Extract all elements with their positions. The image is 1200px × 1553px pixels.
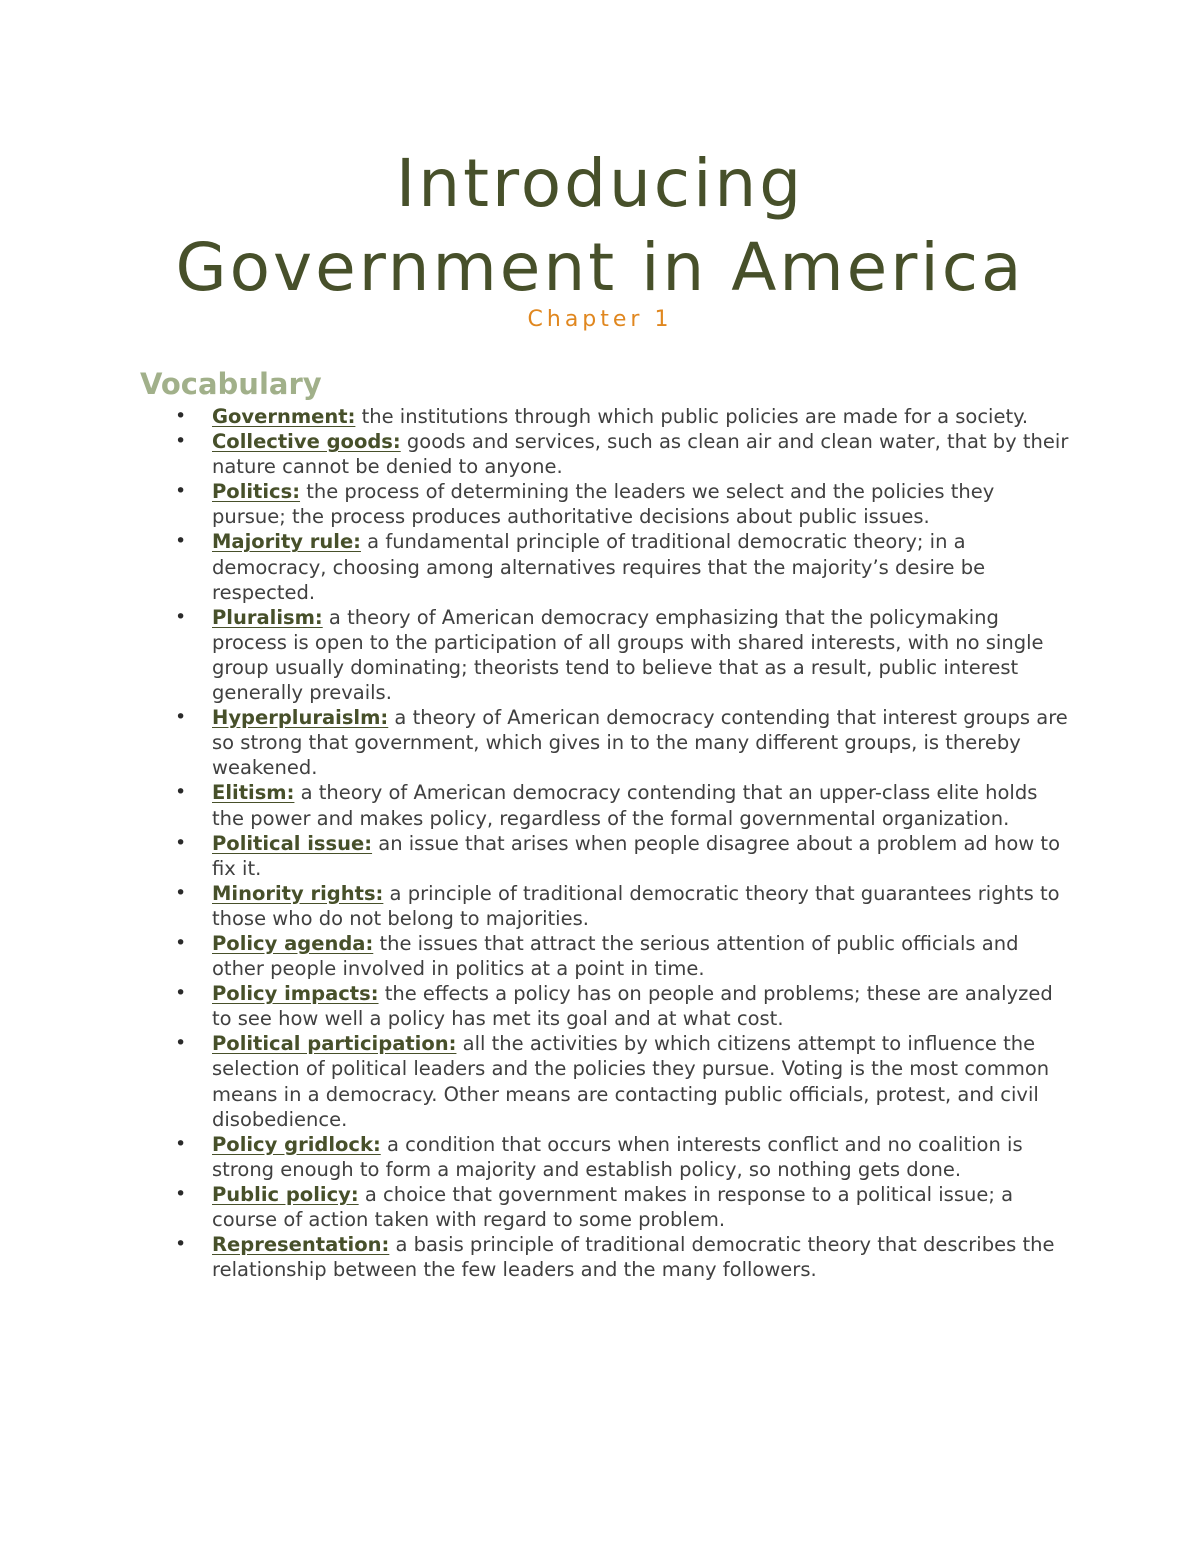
vocabulary-item (175, 404, 1072, 429)
document-title-line-2: Government in America (175, 229, 1025, 306)
vocabulary-definition: goods and services, such as clean air and clean water, that by their nature cannot be denied to anyone. (212, 430, 1069, 479)
vocabulary-definition: the effects a policy has on people and problems; these are analyzed to see how well a policy has met its goal and at what cost. (212, 982, 1053, 1031)
vocabulary-term: Political issue: (212, 831, 373, 855)
vocabulary-term: Policy impacts: (212, 982, 379, 1006)
bullet-icon: • (175, 1182, 187, 1205)
vocabulary-term: Politics: (212, 480, 301, 504)
vocabulary-item (175, 429, 1072, 479)
vocabulary-definition: the institutions through which public policies are made for a society. (355, 405, 1029, 428)
vocabulary-item (175, 881, 1072, 931)
vocabulary-term: Minority rights: (212, 881, 384, 905)
bullet-icon: • (175, 831, 187, 854)
bullet-icon: • (175, 781, 187, 804)
vocabulary-definition: all the activities by which citizens attempt to influence the selection of political leaders and the policies they pursue. Voting is the most common means in a democracy. Other means are contacting public officials, protest, and civil disobedience. (212, 1032, 1050, 1131)
vocabulary-definition: a principle of traditional democratic theory that guarantees rights to those who do not belong to majorities. (212, 881, 1060, 930)
vocabulary-item (175, 705, 1072, 780)
vocabulary-term: Government: (212, 405, 356, 428)
vocabulary-term: Representation: (212, 1233, 390, 1257)
bullet-icon: • (175, 881, 187, 904)
vocabulary-term: Elitism: (212, 781, 295, 805)
vocabulary-term: Political participation: (212, 1032, 457, 1056)
bullet-icon: • (175, 982, 187, 1005)
vocabulary-definition: a fundamental principle of traditional democratic theory; in a democracy, choosing among alternatives requires that the majority’s desire be respected. (212, 530, 986, 604)
bullet-icon: • (175, 480, 187, 503)
document-title-line-1: Introducing (395, 145, 805, 222)
bullet-icon: • (175, 931, 187, 954)
vocabulary-definition: a choice that government makes in response to a political issue; a course of action taken with regard to some problem. (212, 1182, 1014, 1231)
vocabulary-term: Pluralism: (212, 605, 323, 629)
vocabulary-item (175, 605, 1072, 705)
vocabulary-definition: a theory of American democracy emphasizing that the policymaking process is open to the participation of all groups with shared interests, with no single group usually dominating; theorists tend to believe that as a result, public interest generally prevails. (212, 605, 1044, 705)
vocabulary-term: Policy gridlock: (212, 1132, 381, 1156)
vocabulary-definition: a condition that occurs when interests conflict and no coalition is strong enough to form a majority and establish policy, so nothing gets done. (212, 1132, 1023, 1181)
vocabulary-definition: a basis principle of traditional democratic theory that describes the relationship between the few leaders and the many followers. (212, 1233, 1055, 1282)
vocabulary-item (175, 780, 1072, 830)
bullet-icon: • (175, 1132, 187, 1155)
vocabulary-item (175, 479, 1072, 529)
vocabulary-definition: the process of determining the leaders we select and the policies they pursue; the process produces authoritative decisions about public issues. (212, 480, 995, 529)
vocabulary-definition: a theory of American democracy contending that interest groups are so strong that government, which gives in to the many different groups, is thereby weakened. (212, 706, 1068, 780)
vocabulary-item (175, 1182, 1072, 1232)
vocabulary-definition: an issue that arises when people disagree about a problem ad how to fix it. (212, 831, 1061, 880)
bullet-icon: • (175, 1032, 187, 1055)
vocabulary-definition: the issues that attract the serious attention of public officials and other people involved in politics at a point in time. (212, 931, 1019, 981)
vocabulary-term: Public policy: (212, 1182, 359, 1206)
vocabulary-item (175, 1132, 1072, 1182)
bullet-icon: • (175, 605, 187, 628)
vocabulary-list (175, 404, 1072, 1282)
bullet-icon: • (175, 430, 187, 453)
vocabulary-item (175, 1031, 1072, 1131)
vocabulary-item (175, 1232, 1072, 1282)
vocabulary-term: Majority rule: (212, 530, 361, 554)
vocabulary-definition: a theory of American democracy contending that an upper-class elite holds the power and makes policy, regardless of the formal governmental organization. (212, 781, 1038, 830)
bullet-icon: • (175, 405, 187, 427)
vocabulary-term: Hyperpluraislm: (212, 706, 389, 730)
bullet-icon: • (175, 706, 187, 729)
section-heading-vocabulary: Vocabulary (140, 367, 322, 401)
bullet-icon: • (175, 530, 187, 553)
vocabulary-item (175, 529, 1072, 604)
vocabulary-term: Policy agenda: (212, 931, 374, 955)
bullet-icon: • (175, 1233, 187, 1256)
vocabulary-item (175, 981, 1072, 1031)
vocabulary-item (175, 831, 1072, 881)
vocabulary-term: Collective goods: (212, 430, 401, 454)
vocabulary-item (175, 931, 1072, 981)
document-subtitle: Chapter 1 (527, 307, 673, 332)
